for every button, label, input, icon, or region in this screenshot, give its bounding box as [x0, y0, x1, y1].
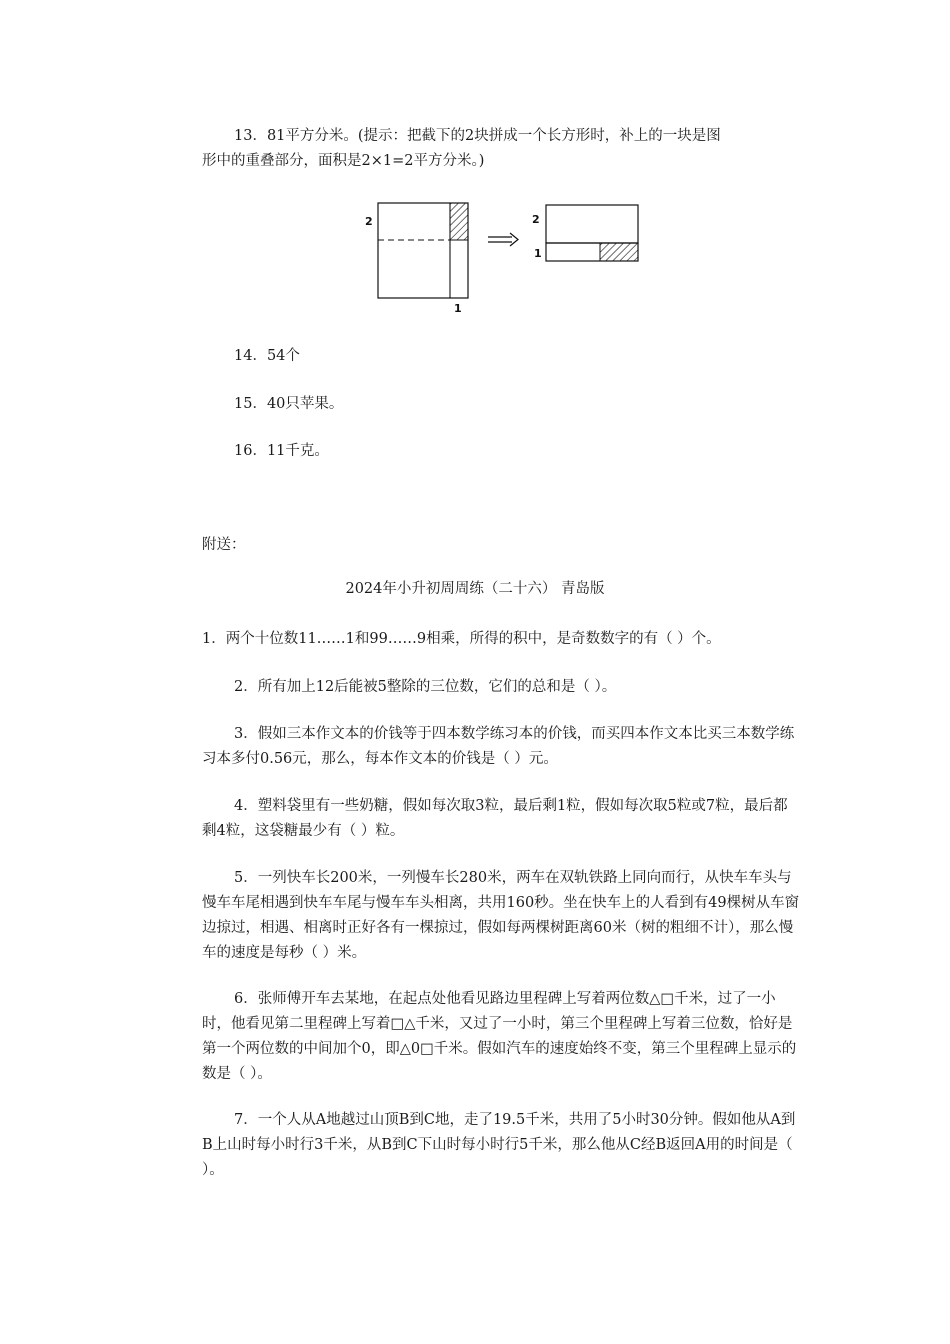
- question-2: 2．所有加上12后能被5整除的三位数，它们的总和是（ ）。: [234, 679, 617, 695]
- answer-16: 16．11千克。: [234, 443, 329, 459]
- question-4: 4．塑料袋里有一些奶糖，假如每次取3粒，最后剩1粒，假如每次取5粒或7粒，最后都剩4粒，这袋糖最少有（ ）粒。: [202, 798, 788, 839]
- question-5: 5．一列快车长200米，一列慢车长280米，两车在双轨铁路上同向而行，从快车车头与慢车车尾相遇到快车车尾与慢车车头相离，共用160秒。坐在快车上的人看到有49棵树从车窗边掠过，相遇、相离时正好各有一棵掠过，假如每两棵树距离60米（树的粗细不计），那么慢车的速度是每秒（ ）米。: [202, 870, 800, 961]
- result-rect-top: [546, 205, 638, 243]
- area-diagram: [360, 195, 650, 320]
- appendix-label: 附送：: [202, 537, 246, 553]
- label-1-left: 1: [454, 302, 462, 315]
- page-title: 2024年小升初周周练（二十六） 青岛版: [345, 581, 605, 597]
- question-7: 7．一个人从A地越过山顶B到C地，走了19.5千米，共用了5小时30分钟。假如他从A到B上山时每小时行3千米，从B到C下山时每小时行5千米，那么他从C经B返回A用的时间是（ ）。: [202, 1112, 796, 1178]
- answer-14: 14．54个: [234, 348, 300, 364]
- question-6: 6．张师傅开车去某地，在起点处他看见路边里程碑上写着两位数△□千米，过了一小时，他看见第二里程碑上写着□△千米，又过了一小时，第三个里程碑上写着三位数，恰好是第一个两位数的中间加个0，即△0□千米。假如汽车的速度始终不变，第三个里程碑上显示的数是（ ）。: [202, 991, 797, 1082]
- answer-13-line2: 形中的重叠部分，面积是2×1=2平方分米。): [202, 153, 485, 169]
- overlap-hatched-right: [600, 243, 638, 261]
- label-2-left: 2: [365, 215, 373, 228]
- answer-13-line1: 13．81平方分米。(提示：把截下的2块拼成一个长方形时，补上的一块是图: [234, 128, 721, 144]
- label-1-right: 1: [534, 247, 542, 260]
- answer-15: 15．40只苹果。: [234, 396, 344, 412]
- question-1: 1．两个十位数11……1和99……9相乘，所得的积中，是奇数数字的有（ ）个。: [202, 631, 721, 647]
- label-2-right: 2: [532, 213, 540, 226]
- question-3: 3．假如三本作文本的价钱等于四本数学练习本的价钱，而买四本作文本比买三本数学练习本多付0.56元，那么，每本作文本的价钱是（ ）元。: [202, 726, 795, 767]
- arrow-head: [510, 233, 518, 246]
- overlap-hatched-left: [450, 203, 468, 240]
